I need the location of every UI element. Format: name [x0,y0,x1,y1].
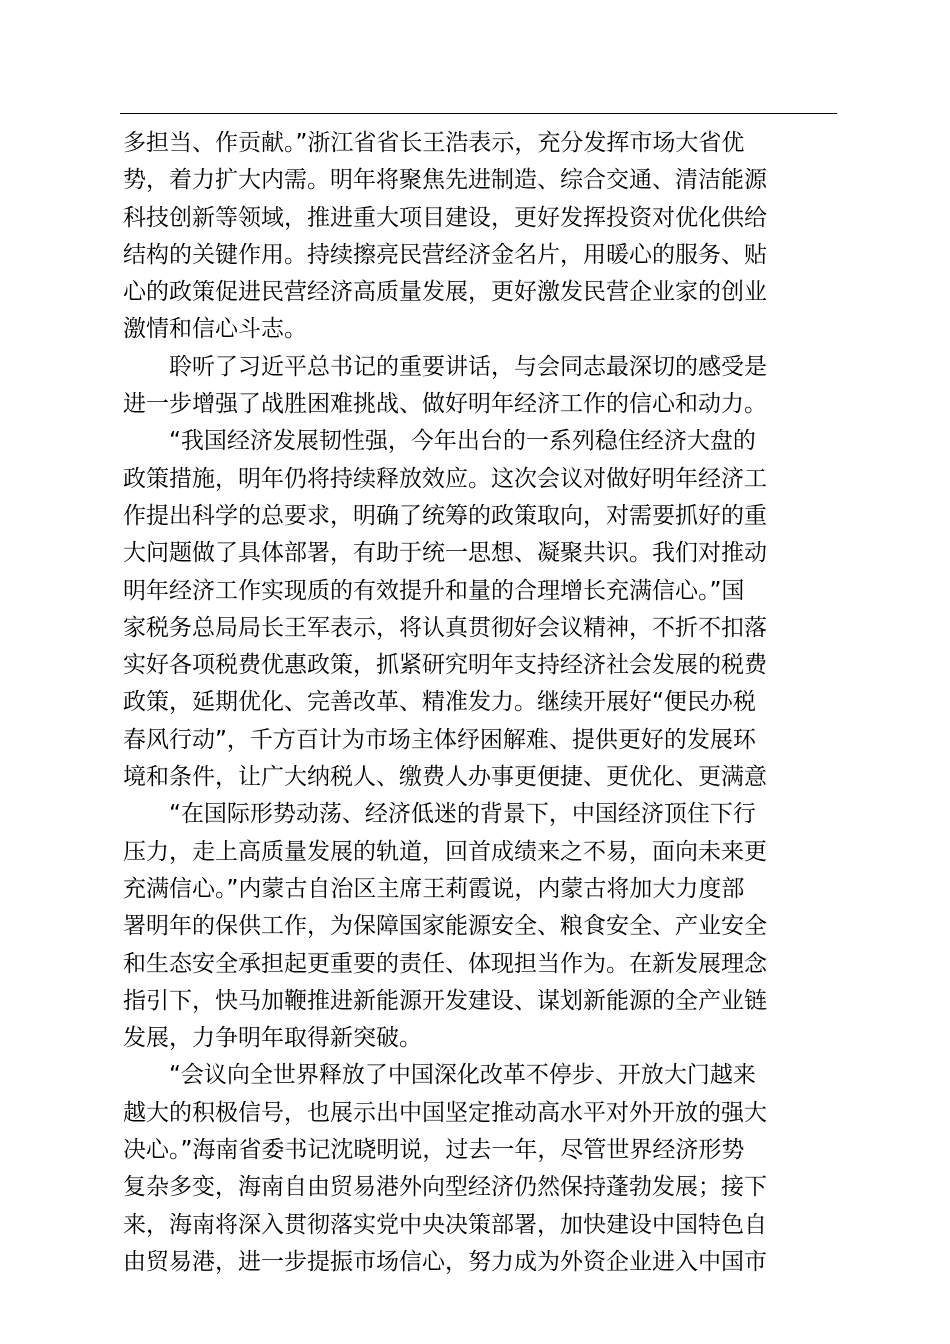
text-line: 大问题做了具体部署，有助于统一思想、凝聚共识。我们对推动 [123,540,767,567]
text-line: 境和条件，让广大纳税人、缴费人办事更便捷、更优化、更满意 [123,764,767,791]
text-line: 充满信心。”内蒙古自治区主席王莉霞说，内蒙古将加大力度部 [123,875,745,902]
text-line: 明年经济工作实现质的有效提升和量的合理增长充满信心。”国 [123,577,745,604]
paragraph-4 [123,796,839,1057]
text-line: 实好各项税费优惠政策，抓紧研究明年支持经济社会发展的税费 [123,652,767,679]
text-line: 结构的关键作用。持续擦亮民营经济金名片，用暖心的服务、贴 [123,241,767,268]
text-line: 聆听了习近平总书记的重要讲话，与会同志最深切的感受是 [169,353,767,380]
text-line: 决心。”海南省委书记沈晓明说，过去一年，尽管世界经济形势 [123,1137,745,1164]
text-line: 进一步增强了战胜困难挑战、做好明年经济工作的信心和动力。 [123,391,767,418]
document-body [123,125,839,1281]
paragraph-3 [123,423,839,796]
text-line: 心的政策促进民营经济高质量发展，更好激发民营企业家的创业 [123,279,767,306]
text-line: 多担当、作贡献。”浙江省省长王浩表示，充分发挥市场大省优 [123,130,745,156]
header-rule [120,113,837,114]
paragraph-5 [123,1057,839,1281]
paragraph-2 [123,349,839,424]
text-line: “在国际形势动荡、经济低迷的背景下，中国经济顶住下行 [169,801,756,828]
text-line: 激情和信心斗志。 [123,316,307,343]
text-line: 科技创新等领域，推进重大项目建设，更好发挥投资对优化供给 [123,204,767,231]
text-line: 春风行动”，千方百计为市场主体纾困解难、提供更好的发展环 [123,726,756,753]
text-line: 政策措施，明年仍将持续释放效应。这次会议对做好明年经济工 [123,465,767,492]
text-line: 复杂多变，海南自由贸易港外向型经济仍然保持蓬勃发展；接下 [123,1174,767,1201]
text-line: 越大的积极信号，也展示出中国坚定推动高水平对外开放的强大 [123,1099,767,1126]
text-line: “我国经济发展韧性强，今年出台的一系列稳住经济大盘的 [169,428,756,455]
text-line: 家税务总局局长王军表示，将认真贯彻好会议精神，不折不扣落 [123,614,767,641]
text-line: 署明年的保供工作，为保障国家能源安全、粮食安全、产业安全 [123,913,767,940]
text-line: 压力，走上高质量发展的轨道，回首成绩来之不易，面向未来更 [123,838,767,865]
text-line: 由贸易港，进一步提振市场信心，努力成为外资企业进入中国市 [123,1248,767,1275]
text-line: 作提出科学的总要求，明确了统筹的政策取向，对需要抓好的重 [123,502,767,529]
text-line: 和生态安全承担起更重要的责任、体现担当作为。在新发展理念 [123,950,767,977]
text-line: “会议向全世界释放了中国深化改革不停步、开放大门越来 [169,1062,756,1089]
text-line: 来，海南将深入贯彻落实党中央决策部署，加快建设中国特色自 [123,1211,767,1238]
text-line: 势，着力扩大内需。明年将聚焦先进制造、综合交通、清洁能源 [123,167,767,194]
text-line: 指引下，快马加鞭推进新能源开发建设、谋划新能源的全产业链 [123,987,767,1014]
text-line: 政策，延期优化、完善改革、精准发力。继续开展好“便民办税 [123,689,756,716]
text-line: 发展，力争明年取得新突破。 [123,1025,422,1052]
paragraph-1 [123,125,839,349]
